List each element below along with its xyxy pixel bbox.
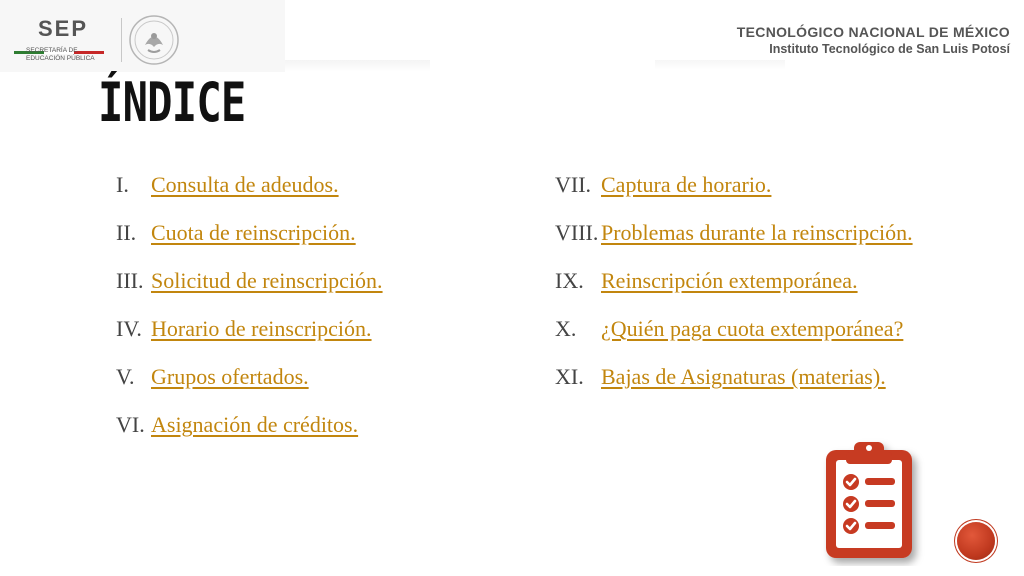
mexico-seal-icon [128, 14, 180, 71]
institution-title [737, 24, 1010, 56]
index-number: IX. [555, 268, 584, 293]
institution-line-1: TECNOLÓGICO NACIONAL DE MÉXICO [736, 24, 1010, 40]
index-link-solicitud-reinscripcion[interactable]: Solicitud de reinscripción. [151, 268, 383, 293]
sep-color-stripe [14, 41, 104, 45]
index-number: X. [555, 316, 577, 341]
sep-subtitle: SECRETARÍA DE EDUCACIÓN PÚBLICA [26, 47, 95, 62]
index-number: XI. [555, 364, 584, 389]
nav-circle-button[interactable] [957, 522, 995, 560]
index-number: VI. [116, 412, 145, 437]
index-link-horario-reinscripcion[interactable]: Horario de reinscripción. [151, 316, 372, 341]
index-number: III. [116, 268, 144, 293]
index-link-problemas-reinscripcion[interactable]: Problemas durante la reinscripción. [601, 220, 913, 245]
index-number: I. [116, 172, 129, 197]
clipboard-checklist-icon [816, 436, 926, 571]
index-number: IV. [116, 316, 142, 341]
index-number: II. [116, 220, 137, 245]
index-link-quien-paga-cuota[interactable]: ¿Quién paga cuota extemporánea? [601, 316, 904, 341]
index-link-grupos-ofertados[interactable]: Grupos ofertados. [151, 364, 309, 389]
header-left-panel [0, 0, 285, 72]
institution-line-2: Instituto Tecnológico de San Luis Potosí [769, 42, 1010, 56]
page-title: ÍNDICE [98, 71, 246, 134]
index-link-asignacion-creditos[interactable]: Asignación de créditos. [151, 412, 359, 437]
index-link-bajas-asignaturas[interactable]: Bajas de Asignaturas (materias). [601, 364, 886, 389]
index-number: VIII. [555, 220, 599, 245]
sep-logo-text: SEP [38, 16, 89, 41]
index-number: V. [116, 364, 135, 389]
index-link-cuota-reinscripcion[interactable]: Cuota de reinscripción. [151, 220, 356, 245]
index-link-reinscripcion-extemporanea[interactable]: Reinscripción extemporánea. [601, 268, 858, 293]
header-divider [121, 18, 122, 62]
header-shadow [285, 60, 430, 72]
index-link-captura-horario[interactable]: Captura de horario. [601, 172, 772, 197]
index-number: VII. [555, 172, 592, 197]
header-shadow [655, 60, 785, 70]
index-link-consulta-adeudos[interactable]: Consulta de adeudos. [151, 172, 339, 197]
